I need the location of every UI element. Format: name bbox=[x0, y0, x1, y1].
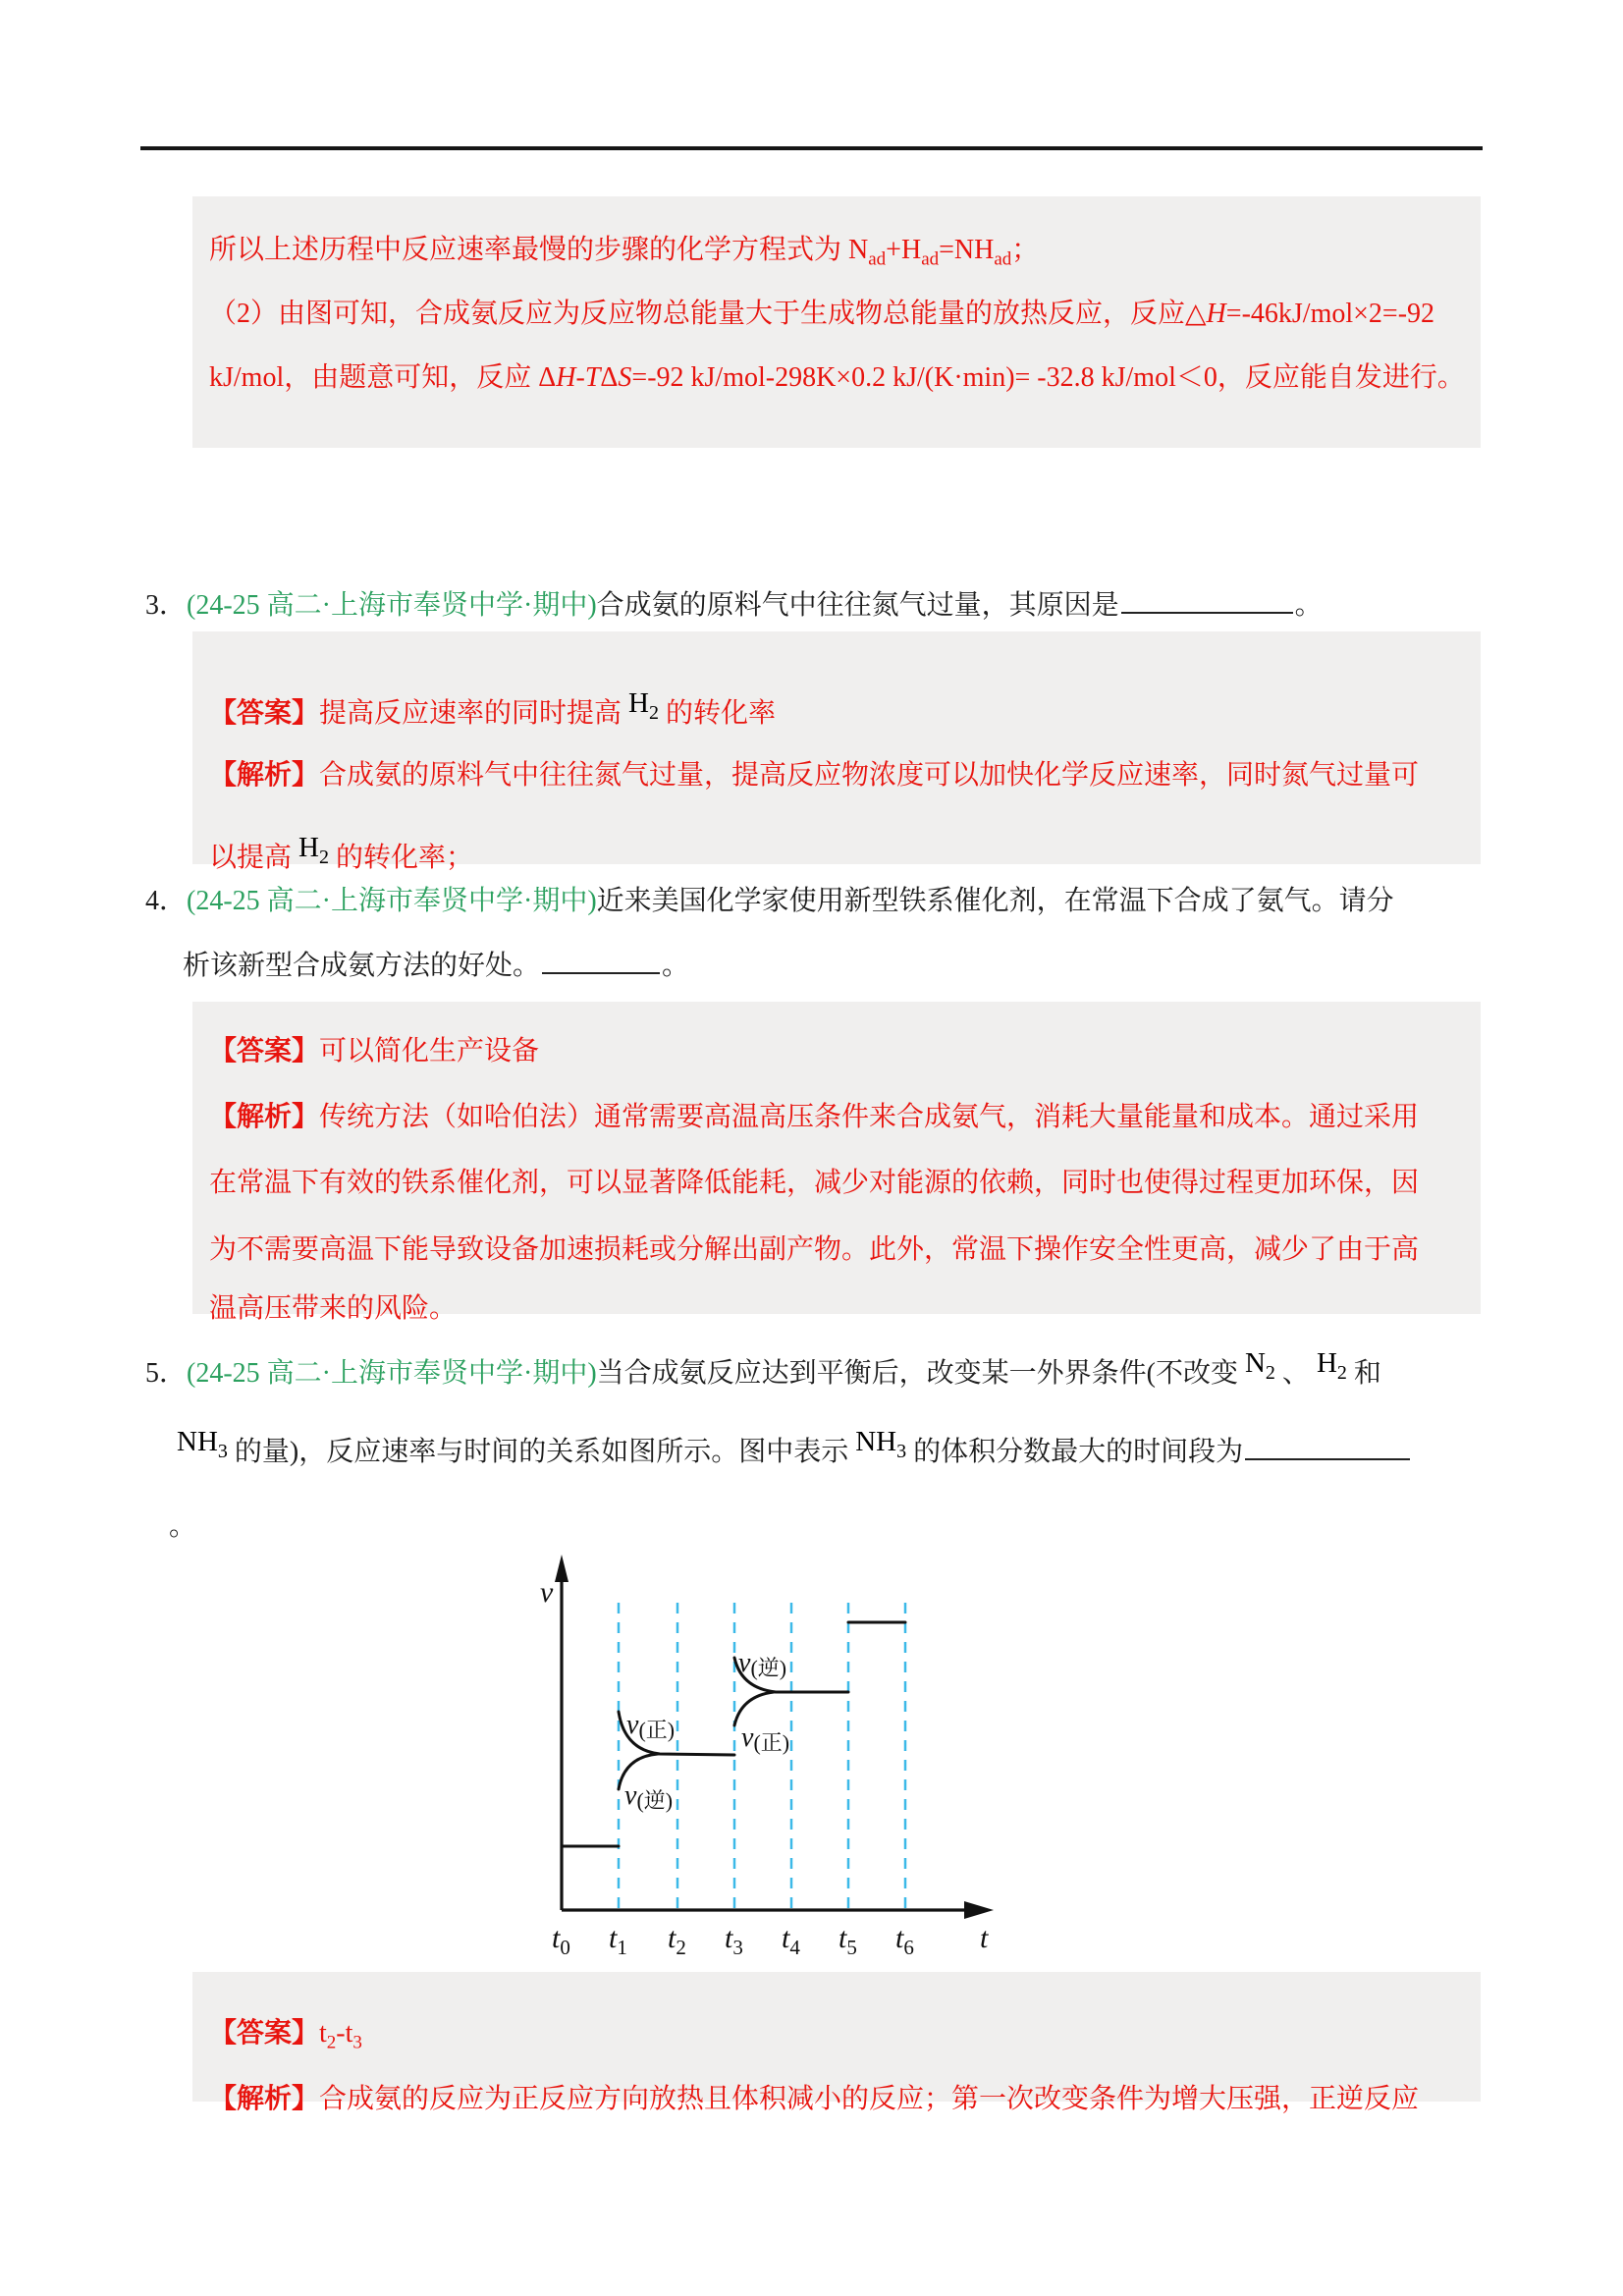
question-5-line2 bbox=[177, 1426, 1412, 1469]
tick-t0: $t_0$ bbox=[552, 1922, 570, 1959]
question-text: 合成氨的原料气中往往氮气过量，其原因是 bbox=[596, 590, 1119, 621]
tick-t3: $t_3$ bbox=[725, 1922, 743, 1959]
explanation-text: 的转化率； bbox=[335, 843, 473, 873]
subscript: 2 bbox=[326, 2032, 337, 2053]
text-segment: ； bbox=[1011, 235, 1040, 265]
answer-label: 【答案】 bbox=[209, 2018, 320, 2049]
rate-curves bbox=[562, 1622, 905, 1846]
answer-text: -t bbox=[336, 2018, 353, 2049]
formula-NH3 bbox=[855, 1426, 907, 1462]
explanation-line bbox=[209, 1167, 1419, 1200]
subscript: ad bbox=[994, 248, 1012, 270]
answer-box-q4 bbox=[192, 1002, 1481, 1324]
question-4-line2 bbox=[183, 949, 689, 983]
explanation-label: 【解析】 bbox=[209, 1102, 320, 1132]
question-text: 的量)，反应速率与时间的关系如图所示。图中表示 bbox=[234, 1437, 849, 1467]
answer-box-continuation bbox=[192, 196, 1481, 448]
question-period: 。 bbox=[1294, 590, 1323, 621]
rate-time-chart bbox=[530, 1547, 1139, 1969]
question-source-tag: (24-25 高二·上海市奉贤中学·期中) bbox=[187, 1358, 597, 1389]
answer-box-q3 bbox=[192, 631, 1481, 873]
question-number: 5． bbox=[145, 1358, 188, 1389]
tick-t2: $t_2$ bbox=[668, 1922, 686, 1959]
explanation-label: 【解析】 bbox=[209, 2084, 320, 2114]
answer-text: 的转化率 bbox=[665, 698, 776, 729]
answer-blank-underline bbox=[1121, 588, 1293, 614]
answer-text: 提高反应速率的同时提高 bbox=[319, 698, 622, 729]
question-period: 。 bbox=[169, 1511, 197, 1542]
subscript: 2 bbox=[318, 846, 329, 868]
text-segment: +H bbox=[886, 235, 922, 265]
subscript: 2 bbox=[648, 701, 659, 724]
text-segment: kJ/mol，由题意可知，反应 Δ bbox=[209, 362, 557, 393]
subscript: 3 bbox=[352, 2032, 362, 2053]
text-segment: =NH bbox=[939, 235, 995, 265]
v-forward-label-2: v(正) bbox=[741, 1722, 790, 1755]
answer-label: 【答案】 bbox=[209, 1036, 320, 1066]
element-symbol: H bbox=[628, 687, 649, 719]
question-5-line3 bbox=[169, 1510, 196, 1544]
subscript: 2 bbox=[1265, 1361, 1275, 1384]
answer-text: 可以简化生产设备 bbox=[319, 1036, 540, 1066]
question-text: 析该新型合成氨方法的好处。 bbox=[183, 951, 541, 981]
header-divider-rule bbox=[140, 146, 1483, 150]
formula-H2 bbox=[1316, 1347, 1347, 1384]
question-source-tag: (24-25 高二·上海市奉贤中学·期中) bbox=[187, 590, 597, 621]
tick-t4: $t_4$ bbox=[782, 1922, 800, 1959]
text-segment: （2）由图可知，合成氨反应为反应物总能量大于生成物总能量的放热反应，反应△ bbox=[209, 299, 1207, 329]
explanation-line bbox=[209, 1101, 1419, 1134]
explanation-text: 合成氨的反应为正反应方向放热且体积减小的反应；第一次改变条件为增大压强，正逆反应 bbox=[319, 2084, 1420, 2114]
v-forward-curve-2 bbox=[734, 1692, 774, 1725]
variable-H: H bbox=[1206, 299, 1226, 329]
question-5-line1 bbox=[145, 1347, 1381, 1391]
question-text: 的体积分数最大的时间段为 bbox=[913, 1437, 1244, 1467]
answer-blank-underline bbox=[542, 949, 660, 974]
subscript: 3 bbox=[217, 1440, 228, 1462]
answer-box-q5 bbox=[192, 1972, 1481, 2114]
explanation-text: 合成氨的原料气中往往氮气过量，提高反应物浓度可以加快化学反应速率，同时氮气过量可 bbox=[319, 760, 1420, 791]
dashed-gridlines bbox=[619, 1603, 905, 1910]
explanation-line bbox=[209, 298, 1434, 331]
tick-t6: $t_6$ bbox=[895, 1922, 914, 1959]
element-symbol: H bbox=[298, 832, 319, 863]
text-segment: =-46kJ/mol×2=-92 bbox=[1225, 299, 1435, 329]
formula-N2 bbox=[1244, 1347, 1275, 1384]
question-text: 、 bbox=[1281, 1358, 1310, 1389]
tick-t1: $t_1$ bbox=[609, 1922, 627, 1959]
explanation-text: 以提高 bbox=[209, 843, 293, 873]
explanation-line bbox=[209, 759, 1419, 793]
element-symbol: NH bbox=[855, 1426, 897, 1457]
t-axis-label: t bbox=[980, 1922, 989, 1954]
v-forward-label-1: v(正) bbox=[626, 1710, 676, 1742]
text-segment: =-92 kJ/mol-298K×0.2 kJ/(K·min)= -32.8 kJ/mol＜0，反应能自发进行。 bbox=[631, 362, 1465, 393]
v-axis-label: v bbox=[540, 1576, 554, 1609]
variable-H: H bbox=[556, 362, 576, 393]
v-reverse-label-1: v(逆) bbox=[624, 1780, 674, 1813]
subscript: ad bbox=[868, 248, 887, 270]
variable-T: T bbox=[584, 362, 601, 393]
explanation-line bbox=[209, 1233, 1419, 1267]
subscript: 3 bbox=[896, 1440, 907, 1462]
text-segment: 所以上述历程中反应速率最慢的步骤的化学方程式为 N bbox=[209, 235, 869, 265]
question-number: 4． bbox=[145, 886, 188, 916]
explanation-line bbox=[209, 234, 1040, 270]
question-text: 当合成氨反应达到平衡后，改变某一外界条件(不改变 bbox=[596, 1358, 1238, 1389]
question-period: 。 bbox=[662, 951, 690, 981]
explanation-line bbox=[209, 2083, 1419, 2116]
tick-t5: $t_5$ bbox=[839, 1922, 857, 1959]
subscript: 2 bbox=[1336, 1361, 1347, 1384]
answer-label: 【答案】 bbox=[209, 698, 320, 729]
variable-S: S bbox=[618, 362, 632, 393]
question-number: 3． bbox=[145, 590, 188, 621]
text-segment: Δ bbox=[600, 362, 619, 393]
explanation-text: 传统方法（如哈伯法）通常需要高温高压条件来合成氨气，消耗大量能量和成本。通过采用 bbox=[319, 1102, 1420, 1132]
explanation-line bbox=[209, 361, 1465, 395]
explanation-label: 【解析】 bbox=[209, 760, 320, 791]
formula-NH3 bbox=[177, 1426, 228, 1462]
question-text: 近来美国化学家使用新型铁系催化剂，在常温下合成了氨气。请分 bbox=[596, 886, 1394, 916]
answer-line bbox=[209, 687, 776, 731]
explanation-line bbox=[209, 1292, 457, 1326]
formula-H2 bbox=[628, 687, 659, 724]
v-reverse-label-2: v(逆) bbox=[738, 1648, 787, 1680]
explanation-text: 在常温下有效的铁系催化剂，可以显著降低能耗，减少对能源的依赖，同时也使得过程更加环保，因 bbox=[209, 1168, 1420, 1198]
question-3 bbox=[145, 588, 1323, 623]
subscript: ad bbox=[921, 248, 940, 270]
explanation-line bbox=[209, 832, 473, 875]
question-4-line1 bbox=[145, 885, 1394, 918]
explanation-text: 温高压带来的风险。 bbox=[209, 1293, 458, 1324]
answer-line bbox=[209, 2017, 362, 2053]
answer-line bbox=[209, 1035, 539, 1068]
v-axis-arrow bbox=[555, 1555, 568, 1582]
answer-blank-underline bbox=[1245, 1435, 1410, 1460]
question-source-tag: (24-25 高二·上海市奉贤中学·期中) bbox=[187, 886, 597, 916]
element-symbol: N bbox=[1244, 1347, 1266, 1379]
question-text: 和 bbox=[1353, 1358, 1381, 1389]
explanation-text: 为不需要高温下能导致设备加速损耗或分解出副产物。此外，常温下操作安全性更高，减少了由于高 bbox=[209, 1234, 1420, 1265]
element-symbol: NH bbox=[177, 1426, 218, 1457]
answer-text: t bbox=[319, 2018, 327, 2049]
t-axis-arrow bbox=[964, 1901, 994, 1919]
element-symbol: H bbox=[1316, 1347, 1337, 1379]
text-segment: - bbox=[575, 362, 585, 393]
formula-H2 bbox=[298, 832, 329, 868]
